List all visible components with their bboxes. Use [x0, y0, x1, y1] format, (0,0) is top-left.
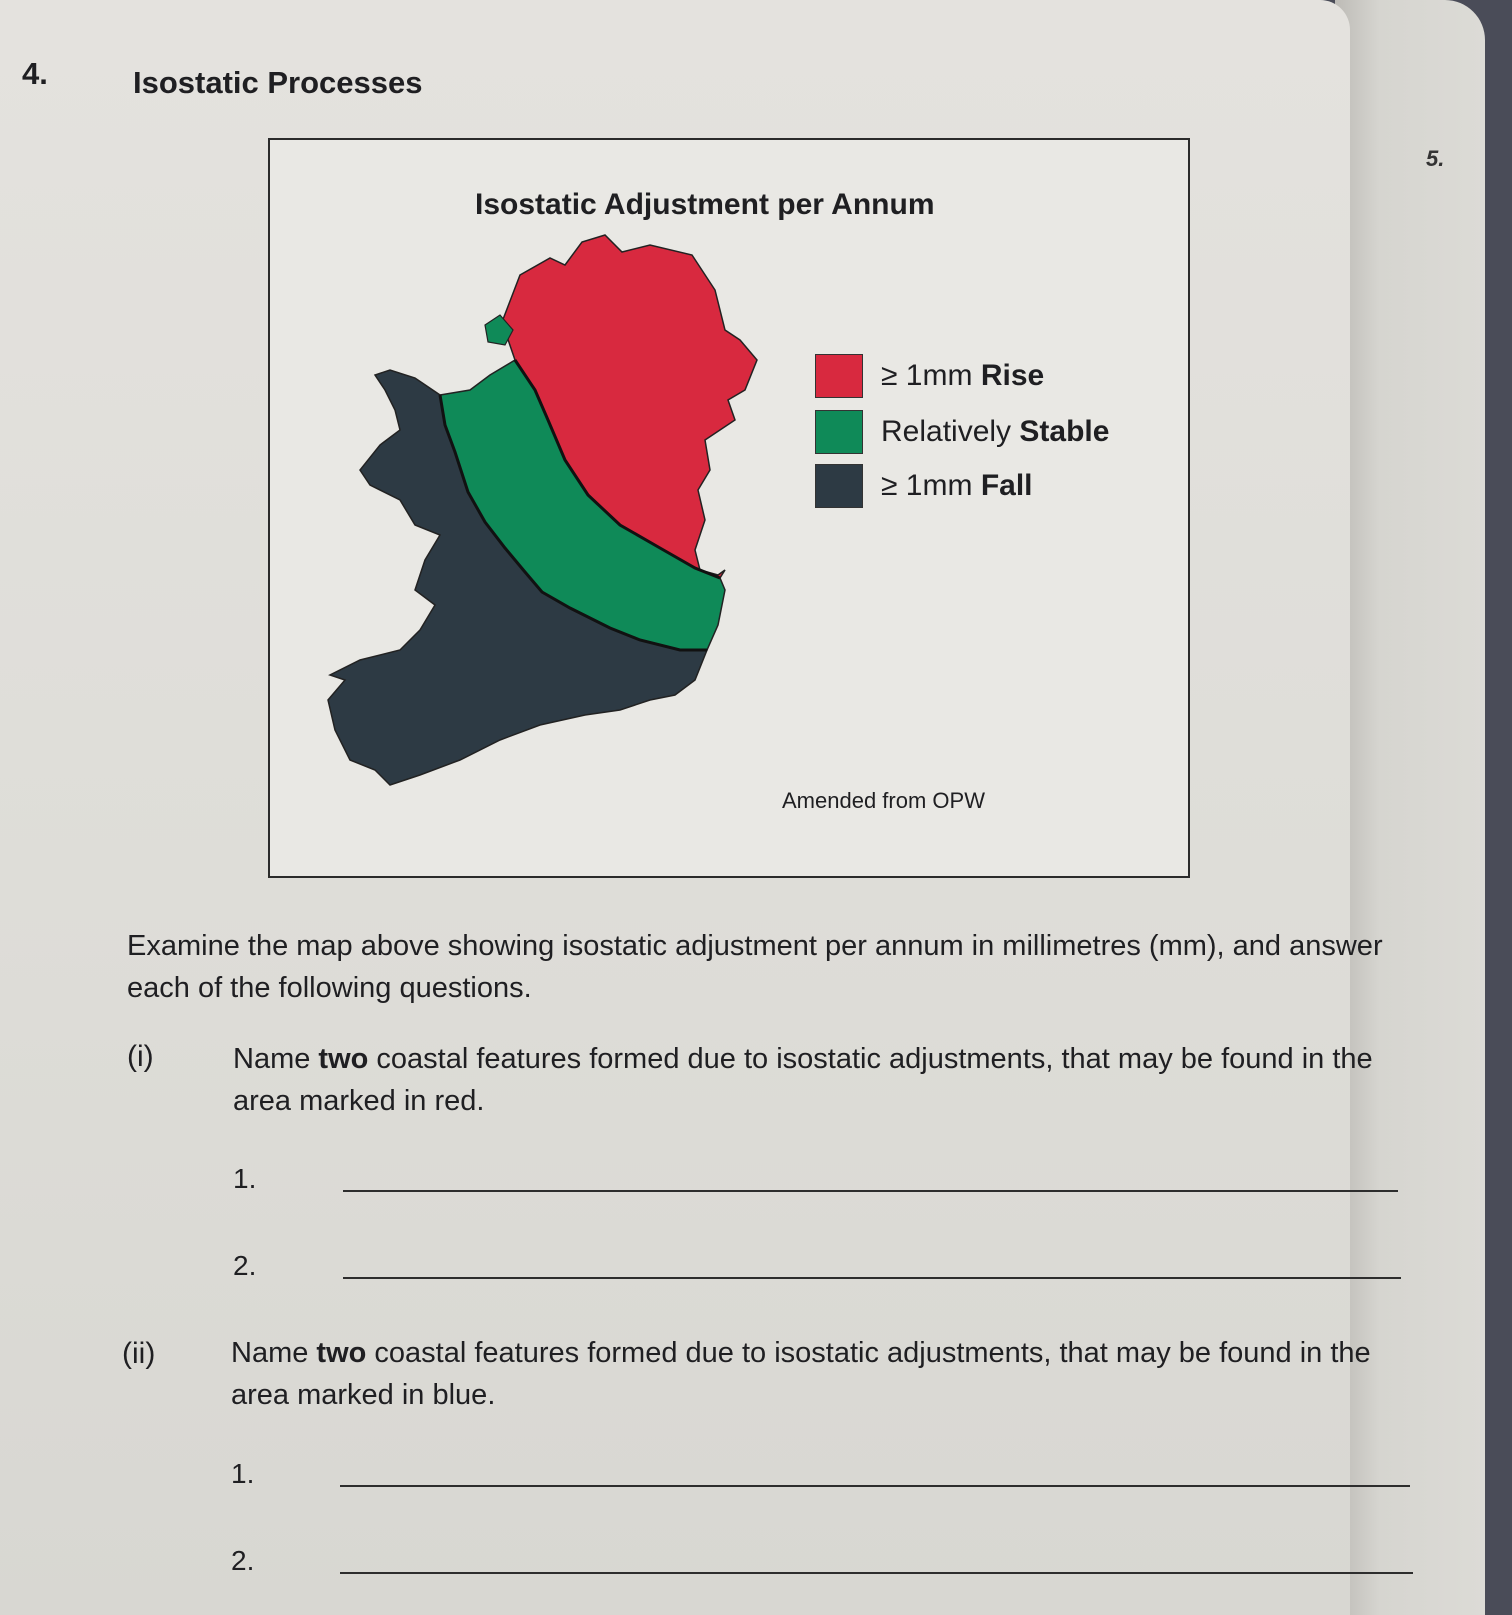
question-text: coastal features formed due to isostatic adjustments, that may be found in the area marked in red.	[233, 1043, 1373, 1117]
legend-swatch-fall	[815, 464, 863, 508]
answer-number: 2.	[233, 1250, 257, 1281]
legend-item-stable	[815, 408, 1109, 456]
question-emphasis: two	[316, 1337, 367, 1369]
legend-label: Fall	[980, 469, 1033, 502]
ireland-map	[320, 230, 780, 800]
part-label: (i)	[127, 1040, 154, 1073]
answer-number: 2.	[231, 1545, 255, 1576]
legend-item-rise	[815, 352, 1044, 400]
answer-line[interactable]	[340, 1485, 1410, 1487]
legend-prefix: Relatively	[881, 415, 1020, 448]
legend-item-fall	[815, 462, 1033, 510]
question-text: Name	[233, 1043, 319, 1075]
answer-number: 1.	[233, 1163, 257, 1194]
legend-swatch-stable	[815, 410, 863, 454]
map-source: Amended from OPW	[782, 788, 985, 813]
part-question	[231, 1332, 1396, 1416]
legend-label: Rise	[980, 359, 1045, 392]
legend-swatch-rise	[815, 354, 863, 398]
question-number: 4.	[22, 56, 48, 91]
question-emphasis: two	[318, 1043, 369, 1075]
question-title: Isostatic Processes	[133, 65, 423, 100]
answer-line[interactable]	[343, 1190, 1398, 1192]
legend-prefix: ≥ 1mm	[881, 359, 981, 392]
answer-line[interactable]	[340, 1572, 1413, 1574]
legend-label: Stable	[1019, 415, 1110, 448]
part-question	[233, 1038, 1398, 1122]
instructions-text: Examine the map above showing isostatic adjustment per annum in millimetres (mm), and answer each of the following questions.	[127, 930, 1383, 1004]
next-page-number: 5.	[1426, 146, 1445, 171]
answer-number: 1.	[231, 1458, 255, 1489]
part-label: (ii)	[122, 1337, 156, 1370]
question-text: Name	[231, 1337, 317, 1369]
map-title: Isostatic Adjustment per Annum	[475, 188, 935, 221]
legend-prefix: ≥ 1mm	[881, 469, 981, 502]
question-text: coastal features formed due to isostatic adjustments, that may be found in the area marked in blue.	[231, 1337, 1371, 1411]
answer-line[interactable]	[343, 1277, 1401, 1279]
